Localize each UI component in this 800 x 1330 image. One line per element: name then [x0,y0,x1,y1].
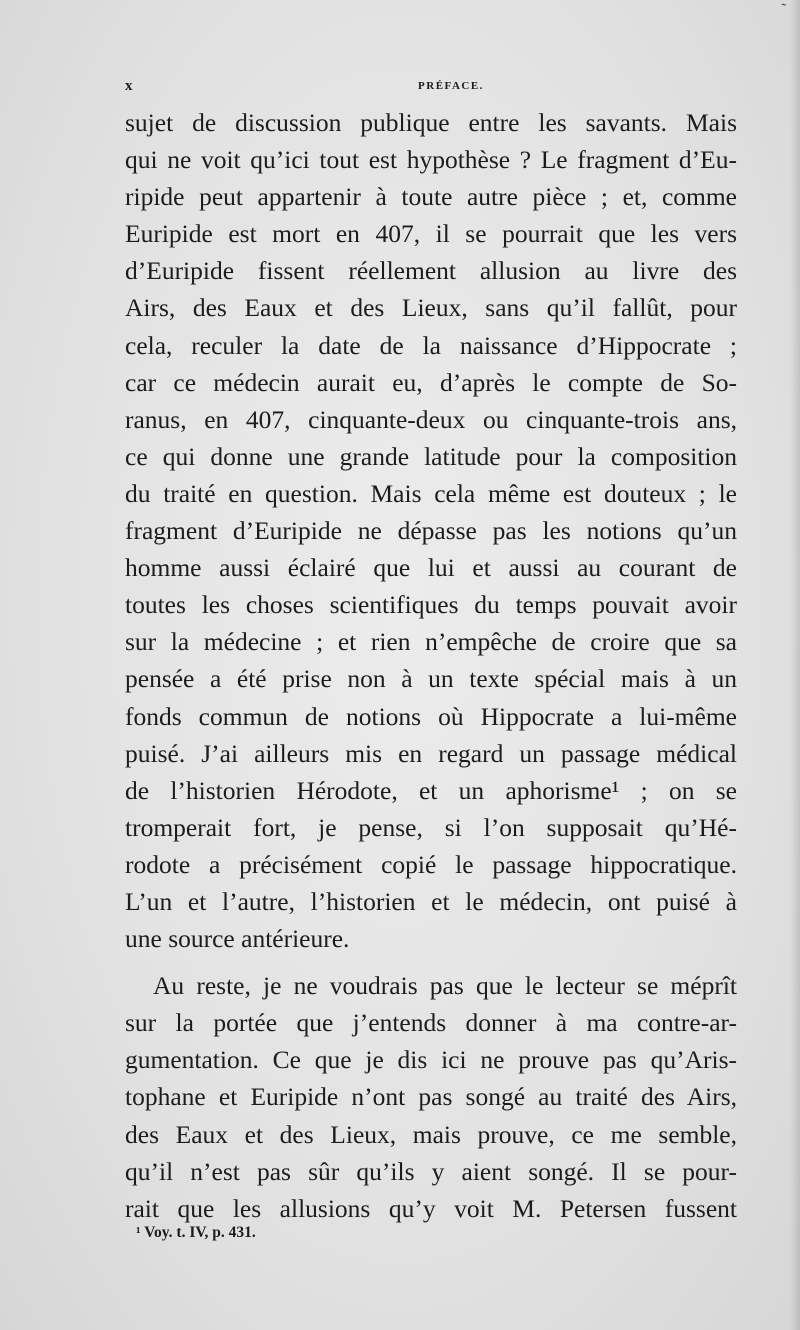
text-line: homme aussi éclairé que lui et aussi au courant de [125,553,737,583]
text-line: de l’historien Hérodote, et un aphorisme¹ ; on se [125,775,737,805]
page-edge-shadow [790,0,800,1330]
text-line: L’un et l’autre, l’historien et le médecin, ont puisé à [125,886,737,916]
paragraph-gap [125,957,737,967]
text-line: gumentation. Ce que je dis ici ne prouve pas qu’Aris- [125,1045,737,1075]
text-line: tophane et Euripide n’ont pas songé au traité des Airs, [125,1082,737,1112]
paragraph-2 [125,967,737,1227]
text-line: Euripide est mort en 407, il se pourrait que les vers [125,219,737,249]
text-line: du traité en question. Mais cela même est douteux ; le [125,478,737,508]
text-line: toutes les choses scientifiques du temps pouvait avoir [125,590,737,620]
running-title: PRÉFACE. [418,80,484,92]
footnote: ¹ Voy. t. IV, p. 431. [136,1224,256,1241]
text-line: ripide peut appartenir à toute autre pièce ; et, comme [125,182,737,212]
text-line: Au reste, je ne voudrais pas que le lecteur se méprît [153,971,737,1001]
text-line: rodote a précisément copié le passage hippocratique. [125,849,737,879]
text-line: Airs, des Eaux et des Lieux, sans qu’il fallût, pour [125,293,737,323]
text-line: sur la médecine ; et rien n’empêche de croire que sa [125,627,737,657]
paragraph-1 [125,104,737,957]
corner-mark: ˜ [781,2,786,17]
page-number: x [125,78,134,94]
text-line: qui ne voit qu’ici tout est hypothèse ? Le fragment d’Eu- [125,145,737,175]
text-line: fragment d’Euripide ne dépasse pas les notions qu’un [125,516,737,546]
text-line: tromperait fort, je pense, si l’on supposait qu’Hé- [125,812,737,842]
text-line: pensée a été prise non à un texte spécial mais à un [125,664,737,694]
text-line: cela, reculer la date de la naissance d’Hippocrate ; [125,330,737,360]
text-line: rait que les allusions qu’y voit M. Petersen fussent [125,1193,737,1223]
text-line: une source antérieure. [125,924,350,954]
text-line: car ce médecin aurait eu, d’après le compte de So- [125,367,737,397]
text-line: ranus, en 407, cinquante-deux ou cinquante-trois ans, [125,404,737,434]
body-text [125,104,737,1227]
text-line: puisé. J’ai ailleurs mis en regard un passage médical [125,738,737,768]
text-line: qu’il n’est pas sûr qu’ils y aient songé. Il se pour- [125,1156,737,1186]
text-line: des Eaux et des Lieux, mais prouve, ce me semble, [125,1119,737,1149]
text-line: ce qui donne une grande latitude pour la composition [125,441,737,471]
text-line: d’Euripide fissent réellement allusion au livre des [125,256,737,286]
running-head [125,78,737,98]
text-line: fonds commun de notions où Hippocrate a lui-même [125,701,737,731]
text-line: sur la portée que j’entends donner à ma contre-ar- [125,1008,737,1038]
text-line: sujet de discussion publique entre les savants. Mais [125,108,737,137]
